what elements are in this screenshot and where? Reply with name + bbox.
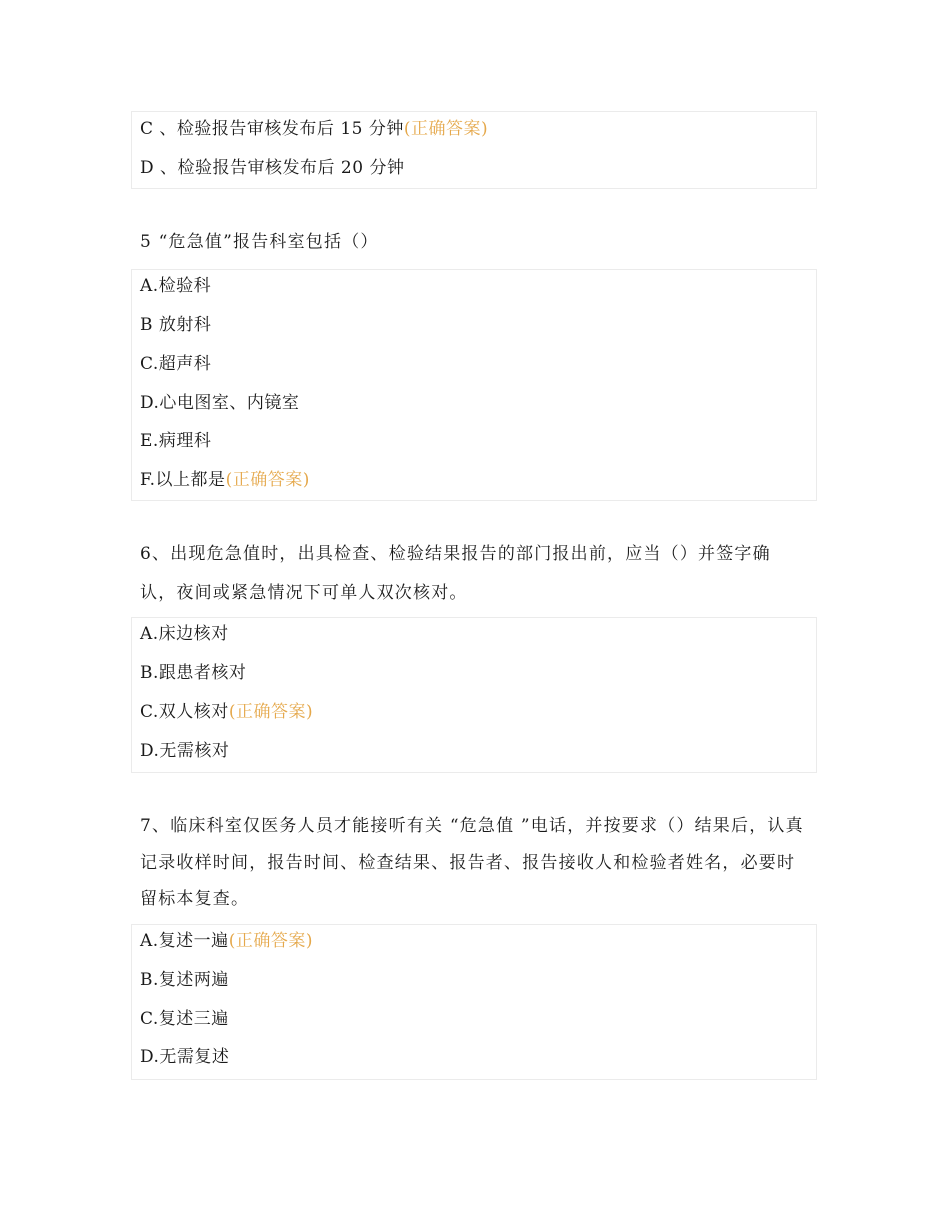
q6-question-line-2: 认，夜间或紧急情况下可单人双次核对。 xyxy=(140,583,468,603)
q6-options-box xyxy=(131,617,817,773)
option-text: C.超声科 xyxy=(140,354,212,374)
q5-option-b xyxy=(140,314,211,336)
option-text: B.复述两遍 xyxy=(140,970,229,990)
q4-option-d xyxy=(140,157,404,179)
q7-option-a xyxy=(140,930,313,952)
option-text: B 放射科 xyxy=(140,315,212,335)
option-text: A.复述一遍 xyxy=(140,931,229,951)
q7-question-line-3: 留标本复查。 xyxy=(140,889,250,909)
option-text: B.跟患者核对 xyxy=(140,663,247,683)
q4-option-c xyxy=(140,118,488,140)
q6-option-a xyxy=(140,623,229,645)
q6-option-c xyxy=(140,701,313,723)
q5-option-f xyxy=(140,469,310,491)
option-text: A.床边核对 xyxy=(140,624,229,644)
option-text: C.双人核对 xyxy=(140,702,229,722)
option-text: C 、检验报告审核发布后 15 分钟 xyxy=(140,119,404,139)
q7-question-line-2: 记录收样时间，报告时间、检查结果、报告者、报告接收人和检验者姓名，必要时 xyxy=(140,853,796,873)
q5-options-box xyxy=(131,269,817,501)
option-text: E.病理科 xyxy=(140,431,212,451)
q5-option-d xyxy=(140,392,299,414)
option-text: F.以上都是 xyxy=(140,470,226,490)
q6-option-d xyxy=(140,740,229,762)
correct-answer-tag: (正确答案) xyxy=(403,119,489,139)
correct-answer-tag: (正确答案) xyxy=(228,702,314,722)
option-text: A.检验科 xyxy=(140,276,212,296)
q5-question: 5 “危急值”报告科室包括（） xyxy=(140,232,379,252)
option-text: C.复述三遍 xyxy=(140,1009,229,1029)
q7-option-b xyxy=(140,969,229,991)
q6-question-line-1: 6、出现危急值时，出具检查、检验结果报告的部门报出前，应当（）并签字确 xyxy=(140,544,771,564)
option-text: D 、检验报告审核发布后 20 分钟 xyxy=(140,158,405,178)
q6-option-b xyxy=(140,662,246,684)
option-text: D.无需复述 xyxy=(140,1047,230,1067)
option-text: D.无需核对 xyxy=(140,741,230,761)
q7-option-c xyxy=(140,1008,229,1030)
correct-answer-tag: (正确答案) xyxy=(228,931,313,951)
option-text: D.心电图室、内镜室 xyxy=(140,393,300,413)
q7-option-d xyxy=(140,1046,229,1068)
q7-question-line-1: 7、临床科室仅医务人员才能接听有关 “危急值 ”电话，并按要求（）结果后，认真 xyxy=(140,816,804,836)
q5-option-e xyxy=(140,430,211,452)
q5-option-a xyxy=(140,275,211,297)
correct-answer-tag: (正确答案) xyxy=(225,470,310,490)
q5-option-c xyxy=(140,353,211,375)
